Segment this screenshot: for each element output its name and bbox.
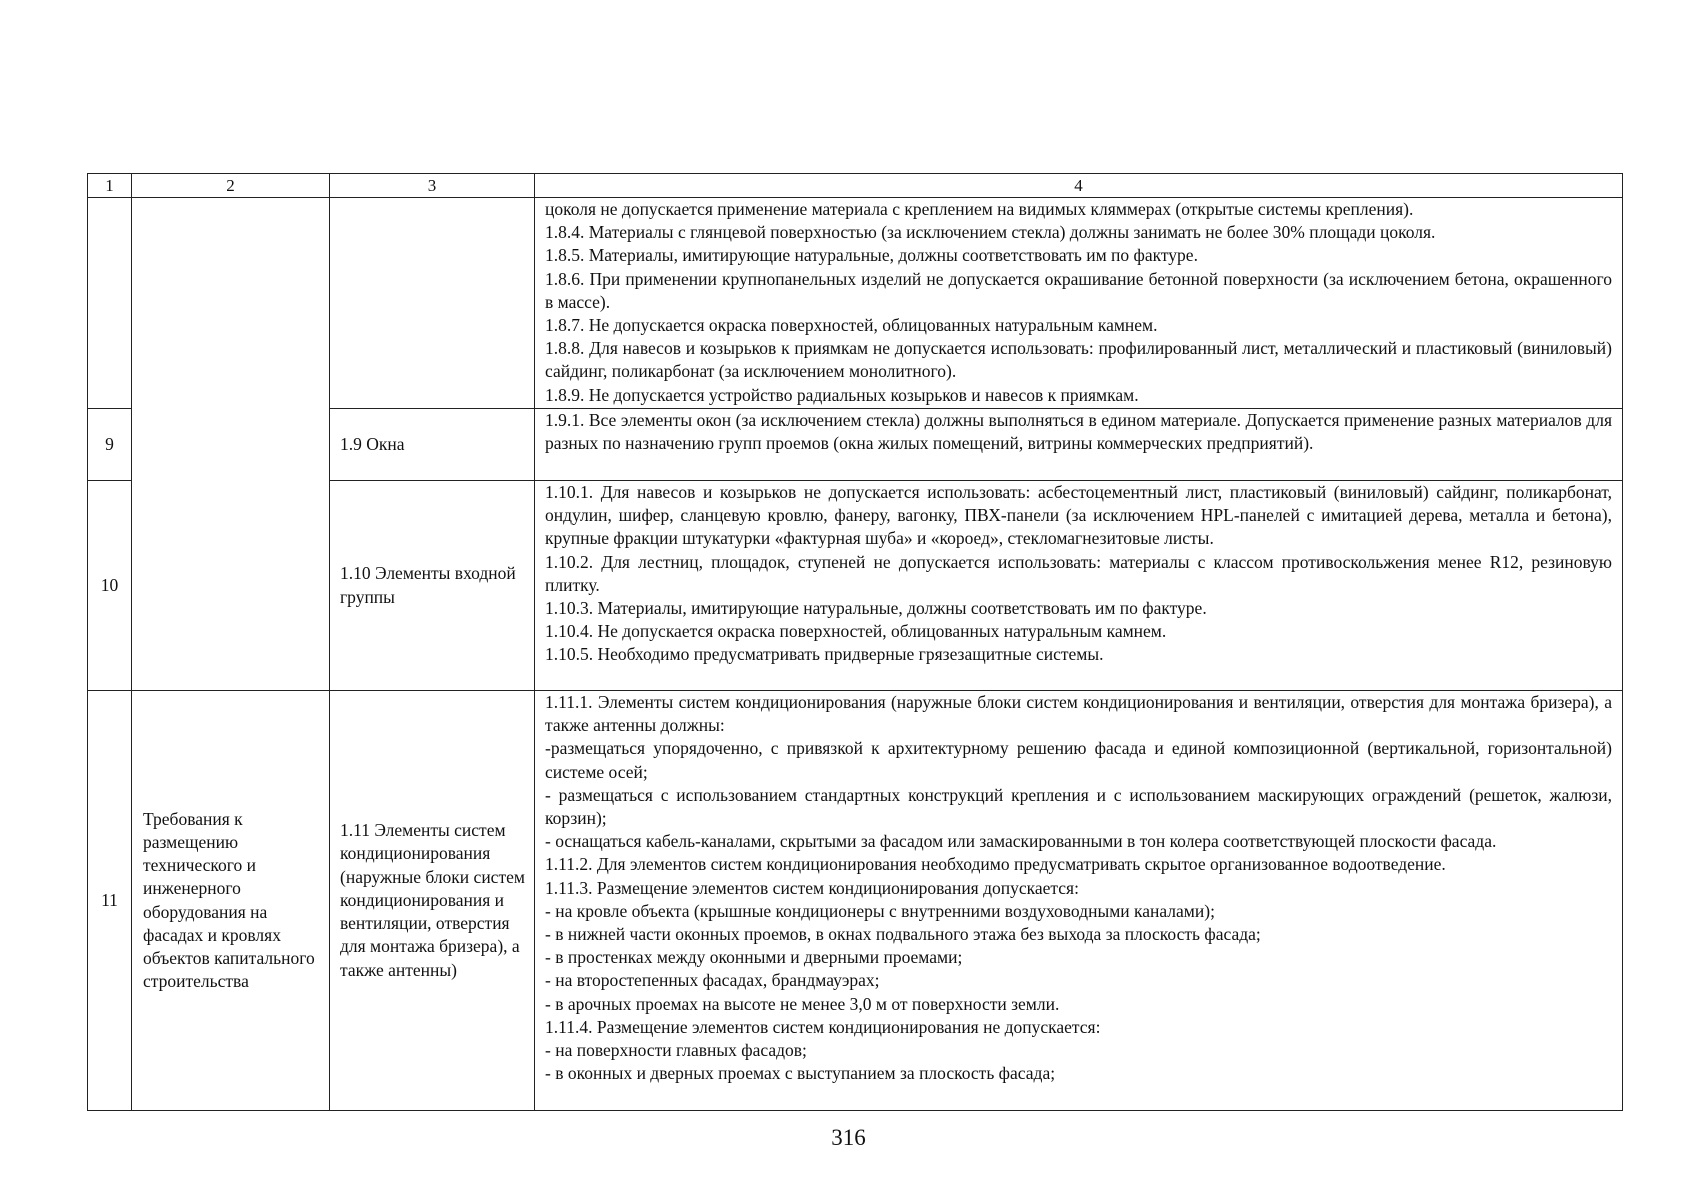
requirement-paragraph: 1.10.5. Необходимо предусматривать придверные грязезащитные системы. (545, 644, 1104, 665)
requirement-paragraph: 1.10.2. Для лестниц, площадок, ступеней не допускается использовать: материалы с классом противоскольжения менее R12, резиновую плитку. (545, 551, 1612, 595)
requirement-paragraph: 1.10.3. Материалы, имитирующие натуральные, должны соответствовать им по фактуре. (545, 598, 1207, 619)
page-number: 316 (831, 1125, 866, 1150)
row-11-num: 11 (88, 691, 132, 1111)
row-9-subject: 1.9 Окна (330, 409, 535, 481)
requirement-paragraph: 1.9.1. Все элементы окон (за исключением стекла) должны выполняться в едином материале. Допускается применение разных материалов для разных по назначению групп проемов (окна жилых помещений, витрины коммерческих предприятий). (545, 410, 1612, 454)
requirement-paragraph: - на второстепенных фасадах, брандмауэрах; (545, 970, 880, 991)
header-col-1: 1 (88, 174, 132, 198)
row-9-10-section-cell (132, 198, 330, 691)
header-col-3: 3 (330, 174, 535, 198)
row-10-num: 10 (88, 481, 132, 691)
row-11-subject: 1.11 Элементы систем кондиционирования (наружные блоки систем кондиционирования и вентиляции, отверстия для монтажа бризера), а также антенны) (330, 691, 535, 1111)
requirement-paragraph: - в оконных и дверных проемах с выступанием за плоскость фасада; (545, 1063, 1056, 1084)
row-continuation-subject (330, 198, 535, 409)
table-row-continuation (88, 198, 1623, 409)
requirement-paragraph: 1.11.4. Размещение элементов систем кондиционирования не допускается: (545, 1016, 1101, 1037)
requirement-paragraph: - в арочных проемах на высоте не менее 3,0 м от поверхности земли. (545, 993, 1060, 1014)
requirement-paragraph: - размещаться с использованием стандартных конструкций крепления и с использованием маскирующих ограждений (решеток, жалюзи, корзин); (545, 784, 1612, 829)
row-10-requirements (535, 481, 1623, 691)
row-9-num: 9 (88, 409, 132, 481)
requirement-paragraph: - в простенках между оконными и дверными проемами; (545, 947, 963, 968)
row-continuation-requirements (535, 198, 1623, 409)
requirement-paragraph: 1.8.9. Не допускается устройство радиальных козырьков и навесов к приямкам. (545, 384, 1139, 405)
regulation-table-container (87, 173, 1622, 1111)
requirement-paragraph: 1.11.1. Элементы систем кондиционирования (наружные блоки систем кондиционирования и вентиляции, отверстия для монтажа бризера), а также антенны должны: (545, 692, 1612, 736)
header-col-4: 4 (535, 174, 1623, 198)
requirement-paragraph: 1.8.6. При применении крупнопанельных изделий не допускается окрашивание бетонной поверхности (за исключением бетона, окрашенного в массе). (545, 268, 1612, 312)
requirement-paragraph: 1.11.2. Для элементов систем кондиционирования необходимо предусматривать скрытое организованное водоотведение. (545, 854, 1446, 875)
requirement-paragraph: 1.11.3. Размещение элементов систем кондиционирования допускается: (545, 877, 1079, 898)
row-11-section: Требования к размещению технического и инженерного оборудования на фасадах и кровлях объектов капитального строительства (132, 691, 330, 1111)
requirement-paragraph: 1.10.4. Не допускается окраска поверхностей, облицованных натуральным камнем. (545, 621, 1167, 642)
table-row-11 (88, 691, 1623, 1111)
table-header-row (88, 174, 1623, 198)
requirement-paragraph: 1.8.5. Материалы, имитирующие натуральные, должны соответствовать им по фактуре. (545, 245, 1198, 266)
requirement-paragraph: -размещаться упорядоченно, с привязкой к архитектурному решению фасада и единой композиционной (вертикальной, горизонтальной) системе осей; (545, 738, 1612, 782)
requirement-paragraph: 1.8.8. Для навесов и козырьков к приямкам не допускается использовать: профилированный лист, металлический и пластиковый (виниловый) сайдинг, поликарбонат (за исключением монолитного). (545, 338, 1612, 382)
requirement-paragraph: - в нижней части оконных проемов, в окнах подвального этажа без выхода за плоскость фасада; (545, 924, 1261, 945)
regulation-table (87, 173, 1623, 1111)
row-10-subject: 1.10 Элементы входной группы (330, 481, 535, 691)
requirement-paragraph: - оснащаться кабель-каналами, скрытыми за фасадом или замаскированными в тон колера соответствующей плоскости фасада. (545, 831, 1497, 852)
row-11-requirements (535, 691, 1623, 1111)
requirement-paragraph: 1.10.1. Для навесов и козырьков не допускается использовать: асбестоцементный лист, пластиковый (виниловый) сайдинг, поликарбонат, ондулин, шифер, сланцевую кровлю, фанеру, вагонку, ПВХ-панели (за исключением HPL-панелей с имитацией дерева, металла и бетона), крупные фракции штукатурки «фактурная шуба» и «короед», стекломагнезитовые листы. (545, 482, 1612, 549)
requirement-paragraph: - на поверхности главных фасадов; (545, 1040, 807, 1061)
requirement-paragraph: 1.8.4. Материалы с глянцевой поверхностью (за исключением стекла) должны занимать не более 30% площади цоколя. (545, 222, 1436, 243)
row-continuation-num (88, 198, 132, 409)
row-9-requirements (535, 409, 1623, 481)
header-col-2: 2 (132, 174, 330, 198)
requirement-paragraph: 1.8.7. Не допускается окраска поверхностей, облицованных натуральным камнем. (545, 315, 1158, 336)
requirement-paragraph: цоколя не допускается применение материала с креплением на видимых кляммерах (открытые системы крепления). (545, 199, 1414, 219)
requirement-paragraph: - на кровле объекта (крышные кондиционеры с внутренними воздуховодными каналами); (545, 900, 1215, 921)
